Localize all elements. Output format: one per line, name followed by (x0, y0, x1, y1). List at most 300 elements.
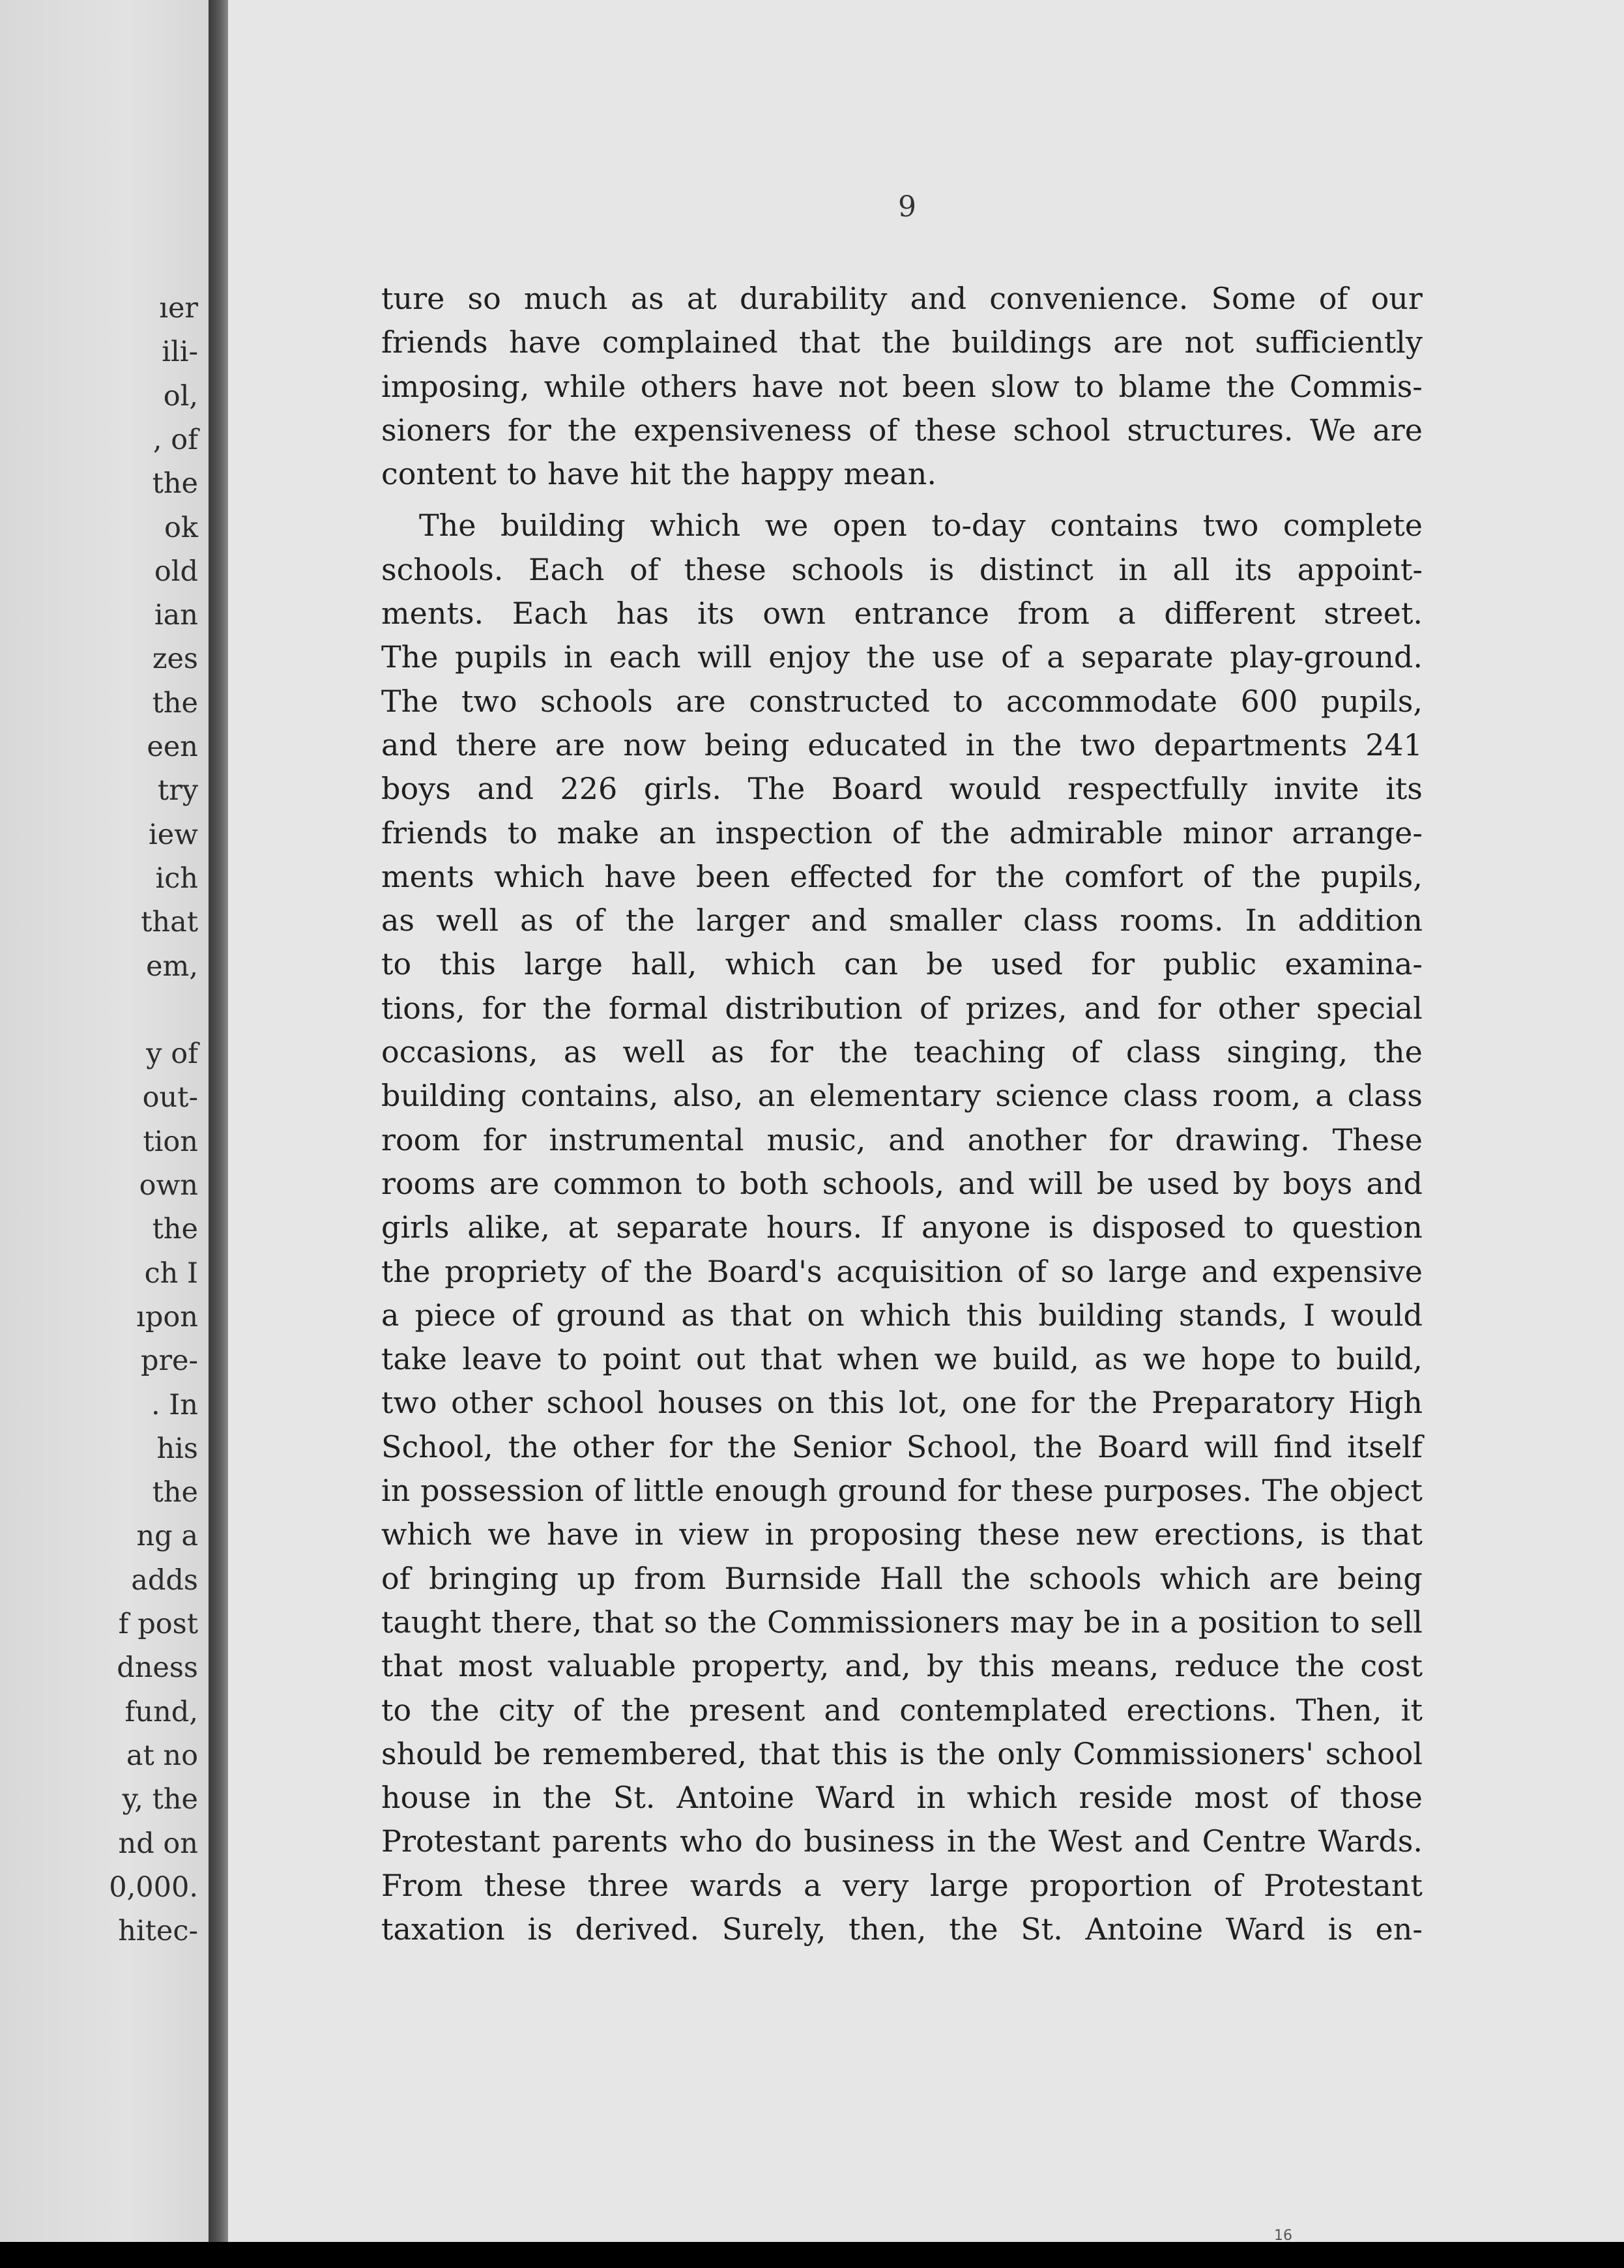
word: larger (696, 903, 790, 938)
word: of (1001, 639, 1030, 675)
word: that (1361, 1517, 1423, 1552)
text-line (381, 1074, 1423, 1118)
word: girls. (643, 771, 722, 807)
word: property, (691, 1648, 830, 1684)
word: have (751, 368, 824, 404)
word: We (1310, 412, 1356, 448)
word: enough (714, 1473, 828, 1509)
word: that (381, 1648, 443, 1684)
word: entrance (854, 596, 989, 632)
word: contains, (520, 1078, 659, 1114)
word: From (381, 1867, 463, 1903)
word: two (381, 1385, 437, 1421)
word: These (1332, 1122, 1423, 1157)
word: its (1385, 771, 1423, 807)
word: the (940, 815, 990, 850)
text-line (381, 1689, 1423, 1732)
word: the (1295, 1648, 1345, 1684)
word: large (929, 1867, 1009, 1903)
word: for (482, 1122, 527, 1157)
word: are (489, 1165, 540, 1201)
word: taxation (381, 1911, 505, 1947)
word: as (630, 281, 664, 316)
word: invite (1273, 771, 1359, 807)
word: for (957, 1473, 1001, 1509)
word: arrange- (1292, 815, 1423, 850)
word: other (572, 1429, 654, 1464)
word: is (1320, 1517, 1346, 1552)
word: these (914, 412, 997, 448)
word: we (764, 508, 809, 544)
word: the (508, 1429, 558, 1464)
word: 226 (560, 771, 618, 807)
word: while (544, 368, 626, 404)
word: educated (807, 727, 948, 763)
word: are (1269, 1560, 1320, 1596)
word: room (381, 1122, 460, 1157)
word: to (1329, 1604, 1360, 1640)
text-line (381, 1513, 1423, 1556)
word: play-ground. (1230, 639, 1423, 675)
word: a (1315, 1078, 1333, 1114)
word: school (546, 1385, 644, 1421)
word: friends (381, 815, 488, 850)
left-page-fragment: tion (143, 1125, 198, 1158)
word: inspection (715, 815, 873, 850)
word: used (991, 946, 1064, 982)
word: derived. (575, 1911, 700, 1947)
word: for (1157, 990, 1201, 1026)
word: have (604, 858, 676, 894)
left-page-fragment: pre- (140, 1345, 198, 1378)
word: boys (1283, 1165, 1353, 1201)
word: be (1096, 1165, 1134, 1201)
word: three (587, 1867, 669, 1903)
word: disposed (1092, 1210, 1226, 1245)
left-page-fragment: ian (154, 599, 198, 632)
word: Then, (1296, 1692, 1382, 1728)
word: we (487, 1517, 531, 1552)
text-line (381, 811, 1423, 855)
word: blame (1118, 368, 1211, 404)
word: these (684, 551, 766, 587)
word: the (1088, 1385, 1138, 1421)
left-page-fragment: ıer (159, 292, 198, 325)
word: a (1118, 596, 1136, 632)
word: and (910, 281, 967, 316)
word: valuable (547, 1648, 676, 1684)
word: who (680, 1824, 743, 1859)
word: which (381, 1517, 472, 1552)
word: and (381, 727, 438, 763)
word: in (634, 1517, 664, 1552)
word: different (1164, 596, 1296, 632)
word: Ward (815, 1780, 895, 1816)
word: St. (1021, 1911, 1063, 1947)
word: reside (1079, 1780, 1173, 1816)
word: wards (689, 1867, 783, 1903)
word: are (676, 683, 726, 719)
word: only (997, 1736, 1062, 1771)
word: school (1325, 1736, 1423, 1771)
word: Each (512, 596, 588, 632)
word: anyone (921, 1210, 1031, 1245)
word: the (430, 1692, 480, 1728)
word: Board (1097, 1429, 1189, 1464)
text-line (381, 767, 1423, 811)
word: which (725, 946, 816, 982)
text-line (381, 1776, 1423, 1820)
word: sell (1370, 1604, 1423, 1640)
word: its (697, 596, 734, 632)
word: house (381, 1780, 471, 1816)
word: of (381, 1560, 411, 1596)
word: this (439, 946, 496, 982)
word: High (1348, 1385, 1423, 1421)
word: hours. (766, 1210, 863, 1245)
word: have (547, 456, 620, 492)
word: be (493, 1736, 531, 1771)
word: hall, (631, 946, 697, 982)
word: Protestant (381, 1824, 540, 1859)
word: not (838, 368, 888, 404)
word: in (1131, 1604, 1160, 1640)
word: a (1047, 639, 1065, 675)
word: the (381, 1253, 431, 1289)
word: large (524, 946, 603, 982)
word: School, (381, 1429, 493, 1464)
word: music, (766, 1122, 866, 1157)
word: of (630, 551, 659, 587)
word: Board's (706, 1253, 822, 1289)
word: The (381, 683, 439, 719)
word: well (622, 1034, 686, 1070)
word: two (1202, 508, 1259, 544)
word: an (658, 815, 696, 850)
word: one (961, 1385, 1017, 1421)
word: that (759, 1736, 820, 1771)
word: is (527, 1911, 553, 1947)
word: be (926, 946, 963, 982)
word: effected (789, 858, 913, 894)
word: pupils (454, 639, 547, 675)
word: most (458, 1648, 532, 1684)
text-line (381, 1820, 1423, 1863)
word: in (965, 727, 995, 763)
word: building (381, 1078, 506, 1114)
word: complete (1283, 508, 1423, 544)
word: addition (1298, 903, 1423, 938)
word: would (1331, 1297, 1423, 1333)
word: been (902, 368, 976, 404)
word: ture (381, 281, 445, 316)
word: a (1170, 1604, 1188, 1640)
word: for (932, 858, 976, 894)
word: boys (381, 771, 451, 807)
word: happy (740, 456, 834, 492)
word: comfort (1064, 858, 1183, 894)
word: it (1400, 1692, 1423, 1728)
word: the (542, 990, 592, 1026)
word: and (1201, 1253, 1258, 1289)
word: hit (630, 456, 671, 492)
word: much (523, 281, 608, 316)
word: en- (1375, 1911, 1423, 1947)
word: may (1009, 1604, 1073, 1640)
left-page-fragment: his (156, 1432, 198, 1465)
word: of (1318, 281, 1348, 316)
word: the (1251, 858, 1301, 894)
word: as (520, 903, 554, 938)
word: do (755, 1824, 792, 1859)
word: erections. (1126, 1692, 1277, 1728)
word: departments (1153, 727, 1348, 763)
word: to (1290, 1341, 1322, 1377)
word: teaching (914, 1034, 1046, 1070)
left-page-fragment: nd on (118, 1827, 198, 1860)
left-page-fragment: een (147, 731, 198, 763)
left-page-fragment: the (152, 686, 198, 720)
word: and (824, 1692, 880, 1728)
word: view (679, 1517, 749, 1552)
word: the (1033, 1429, 1082, 1464)
text-line (381, 592, 1423, 635)
word: point (602, 1341, 681, 1377)
word: leave (462, 1341, 542, 1377)
word: this (828, 1385, 885, 1421)
word: on (777, 1385, 815, 1421)
word: and (1366, 1165, 1423, 1201)
word: present (689, 1692, 805, 1728)
word: taught (381, 1604, 482, 1640)
left-page-fragment: the (152, 1476, 198, 1509)
word: a (381, 1297, 399, 1333)
text-line (381, 899, 1423, 942)
word: proposing (809, 1517, 963, 1552)
word: contains (1050, 508, 1179, 544)
word: as (1094, 1341, 1128, 1377)
word: business (804, 1824, 935, 1859)
word: Senior (791, 1429, 892, 1464)
word: those (1340, 1780, 1423, 1816)
word: this (978, 1648, 1035, 1684)
word: the (621, 1692, 671, 1728)
left-page-fragment: the (152, 467, 198, 501)
text-line (381, 1381, 1423, 1425)
word: Board (831, 771, 923, 807)
word: I (1303, 1297, 1316, 1333)
word: for (1030, 1385, 1075, 1421)
word: not (1184, 325, 1234, 360)
word: the (1373, 1034, 1423, 1070)
word: at (686, 281, 717, 316)
word: imposing, (381, 368, 530, 404)
word: Antoine (676, 1780, 794, 1816)
word: the (961, 1560, 1011, 1596)
word: in (946, 1824, 976, 1859)
word: schools (791, 551, 905, 587)
word: School, (906, 1429, 1019, 1464)
word: these (978, 1517, 1060, 1552)
word: an (757, 1078, 795, 1114)
text-line (381, 321, 1423, 364)
word: the (839, 1034, 888, 1070)
word: respectfully (1067, 771, 1248, 807)
word: a (804, 1867, 822, 1903)
text-line (381, 1557, 1423, 1601)
word: will (1028, 1165, 1083, 1201)
text-line (381, 855, 1423, 899)
word: Each (529, 551, 605, 587)
word: large (1108, 1253, 1187, 1289)
word: as (710, 1034, 744, 1070)
word: very (843, 1867, 909, 1903)
word: mean. (843, 456, 936, 492)
word: as (681, 1297, 715, 1333)
left-page-fragment: ch I (144, 1257, 198, 1290)
word: of (919, 990, 949, 1026)
word: we (934, 1341, 978, 1377)
text-line (381, 409, 1423, 452)
paragraph-gap (381, 496, 1423, 504)
word: in (492, 1780, 521, 1816)
word: out (695, 1341, 746, 1377)
word: as (381, 903, 415, 938)
word: other (1217, 990, 1299, 1026)
word: singing, (1226, 1034, 1348, 1070)
word: Preparatory (1151, 1385, 1335, 1421)
word: smaller (888, 903, 1002, 938)
text-line (381, 1601, 1423, 1644)
word: 241 (1365, 727, 1423, 763)
word: and (477, 771, 534, 807)
word: its (1235, 551, 1272, 587)
word: now (623, 727, 687, 763)
word: of (892, 815, 921, 850)
word: are (1372, 412, 1423, 448)
word: of (1289, 1780, 1319, 1816)
left-page-fragment: . In (151, 1388, 198, 1421)
word: West (1048, 1824, 1122, 1859)
word: for (1091, 946, 1135, 982)
word: ments. (381, 596, 484, 632)
left-page-fragment: iew (148, 818, 198, 851)
word: position (1198, 1604, 1320, 1640)
word: contemplated (899, 1692, 1108, 1728)
word: these (1011, 1473, 1094, 1509)
word: that (799, 325, 861, 360)
word: Some (1211, 281, 1296, 316)
word: building (500, 508, 626, 544)
word: this (832, 1736, 888, 1771)
word: room, (1212, 1078, 1301, 1114)
word: Antoine (1085, 1911, 1204, 1947)
word: the (568, 412, 617, 448)
word: stands, (1179, 1297, 1288, 1333)
word: will (1204, 1429, 1259, 1464)
word: and (1134, 1824, 1191, 1859)
word: all (1172, 551, 1210, 587)
word: of (575, 903, 604, 938)
word: by (926, 1648, 963, 1684)
word: special (1316, 990, 1423, 1026)
word: there, (491, 1604, 583, 1640)
left-page-fragment: fund, (124, 1695, 198, 1728)
word: Hall (879, 1560, 943, 1596)
word: buildings (951, 325, 1092, 360)
word: appoint- (1297, 551, 1423, 587)
word: from (633, 1560, 706, 1596)
text-line (381, 1469, 1423, 1513)
word: of (511, 1297, 541, 1333)
text-line (381, 1162, 1423, 1206)
word: bringing (429, 1560, 559, 1596)
word: Centre (1202, 1824, 1307, 1859)
word: content (381, 456, 497, 492)
word: to (381, 1692, 412, 1728)
word: common (553, 1165, 682, 1201)
word: which (650, 508, 741, 544)
word: separate (616, 1210, 749, 1245)
word: by (1232, 1165, 1269, 1201)
word: Ward (1225, 1911, 1305, 1947)
word: when (837, 1341, 920, 1377)
word: the (995, 858, 1045, 894)
word: enjoy (768, 639, 850, 675)
paragraph (381, 277, 1423, 496)
word: street. (1324, 596, 1423, 632)
word: well (436, 903, 499, 938)
word: being (704, 727, 790, 763)
word: the (727, 1429, 777, 1464)
left-page-fragment: try (157, 774, 198, 807)
word: instrumental (549, 1122, 744, 1157)
word: elementary (809, 1078, 981, 1114)
word: another (967, 1122, 1086, 1157)
word: class (1023, 903, 1099, 938)
word: the (707, 1604, 757, 1640)
left-page-fragment: y, the (122, 1783, 198, 1816)
word: Burnside (724, 1560, 862, 1596)
word: occasions, (381, 1034, 538, 1070)
word: accommodate (1006, 683, 1218, 719)
word: Commissioners (767, 1604, 1000, 1640)
word: rooms (381, 1165, 476, 1201)
text-line (381, 1294, 1423, 1337)
word: city (498, 1692, 554, 1728)
word: and (811, 903, 867, 938)
word: take (381, 1341, 448, 1377)
word: separate (1081, 639, 1213, 675)
word: class (1125, 1034, 1201, 1070)
word: is (899, 1736, 925, 1771)
word: each (609, 639, 681, 675)
word: tions, (381, 990, 465, 1026)
word: two (461, 683, 517, 719)
left-page-fragment: own (139, 1169, 198, 1202)
word: is (1049, 1210, 1074, 1245)
word: In (1245, 903, 1277, 938)
text-line (381, 365, 1423, 409)
word: in (381, 1473, 411, 1509)
word: itself (1347, 1429, 1423, 1464)
word: distribution (725, 990, 903, 1026)
word: 600 (1240, 683, 1298, 719)
word: lot, (898, 1385, 948, 1421)
text-line (381, 1732, 1423, 1776)
left-page-fragment: ol, (163, 379, 198, 413)
left-page-fragment: old (154, 555, 198, 588)
